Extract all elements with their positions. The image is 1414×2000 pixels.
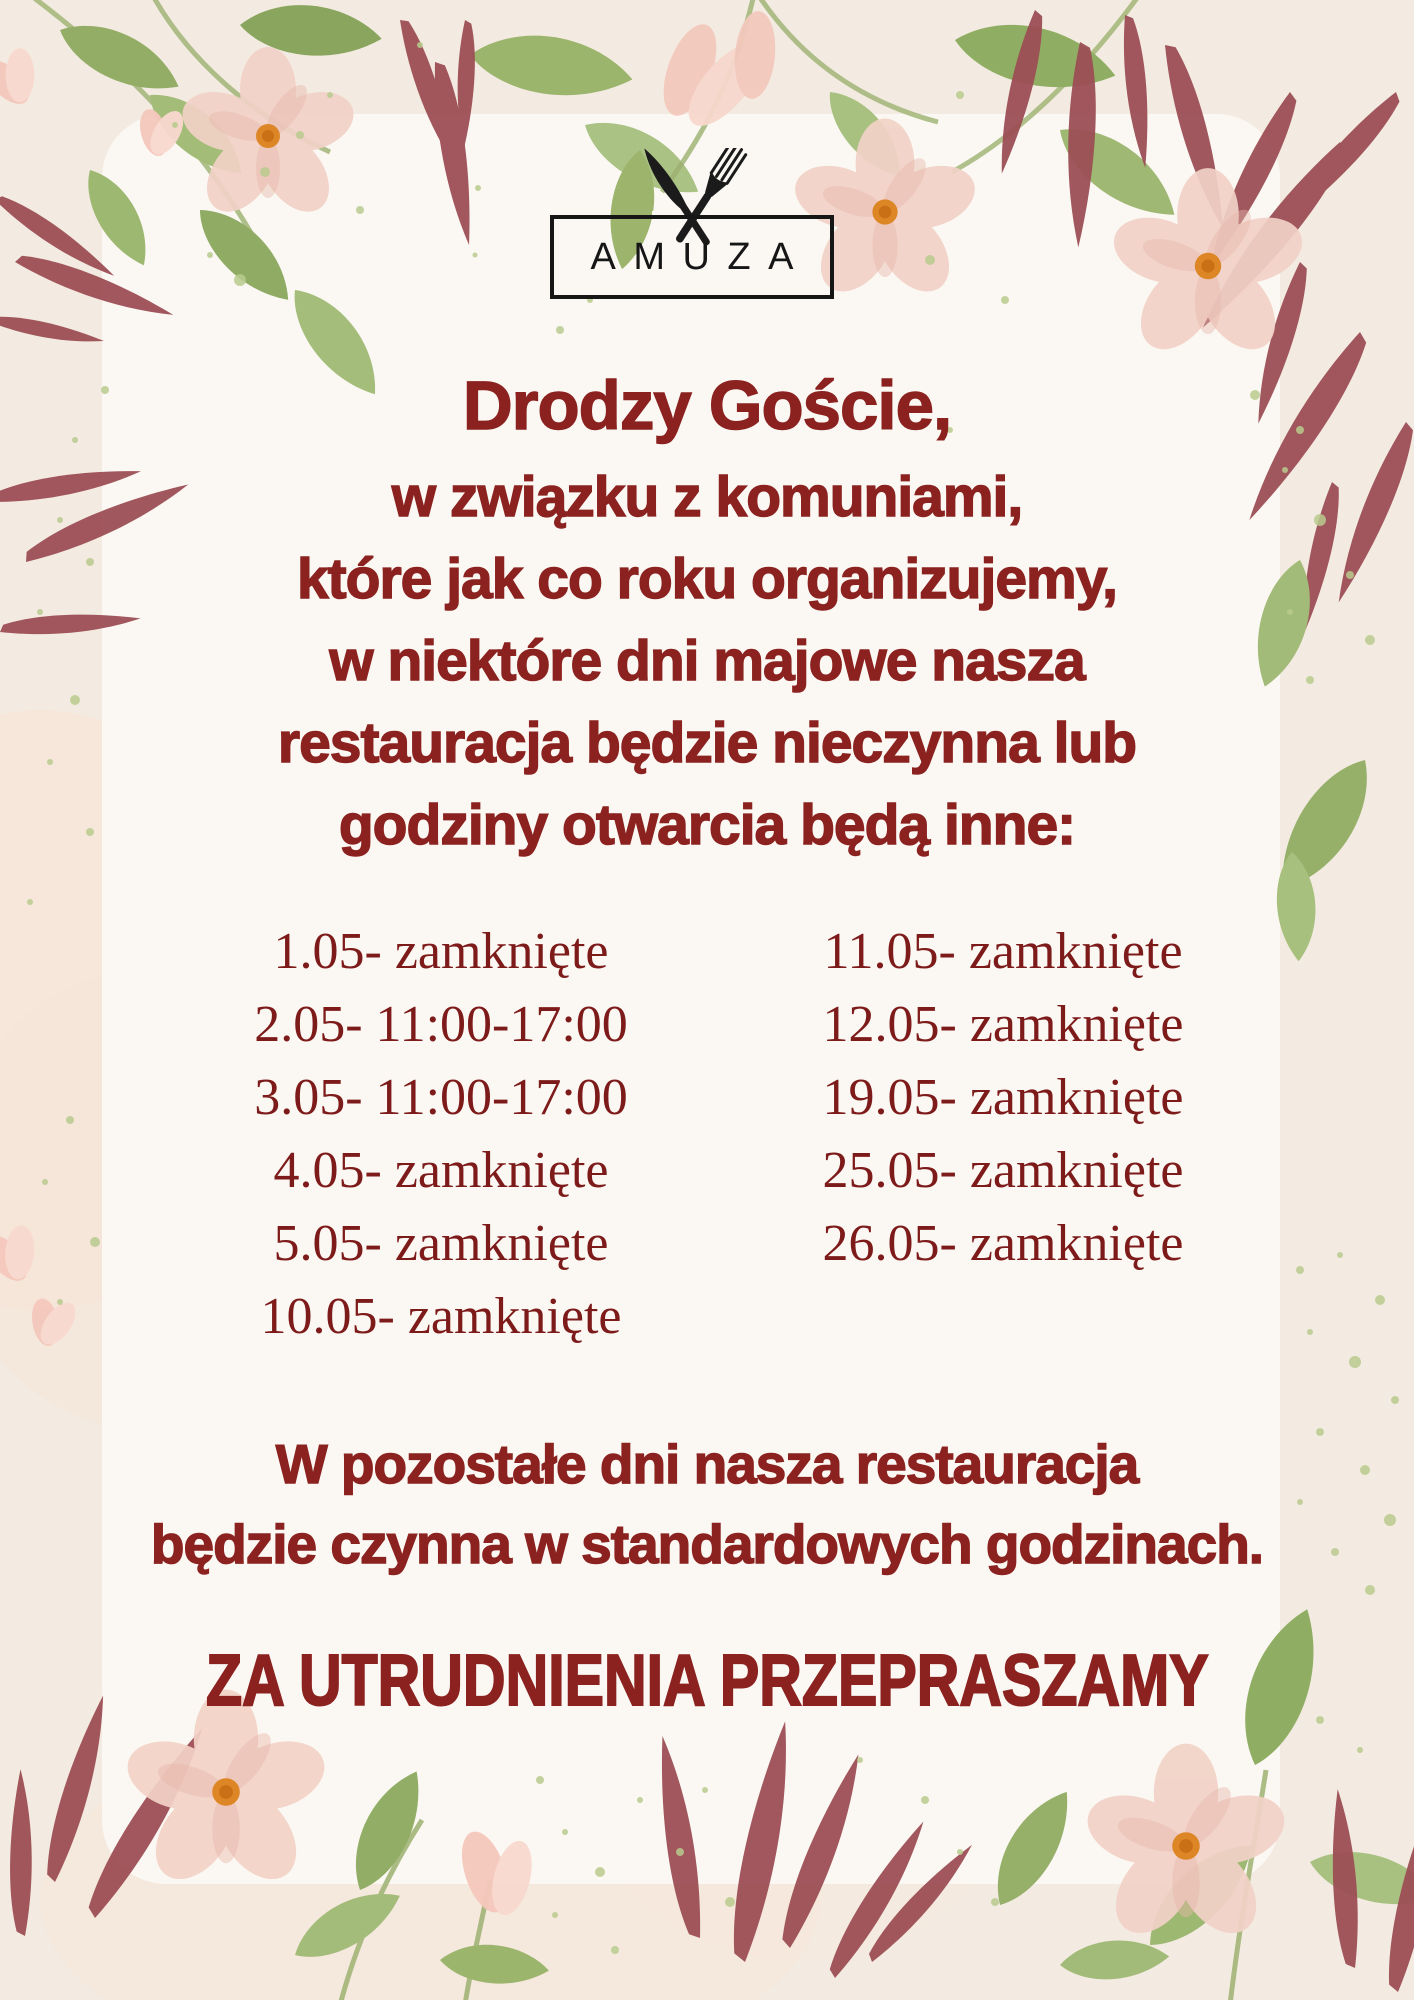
intro-line: godziny otwarcia będą inne: <box>338 793 1076 858</box>
closing-note <box>0 1424 1414 1584</box>
closing-line: W pozostałe dni nasza restauracja <box>275 1433 1139 1495</box>
schedule-right-column <box>768 915 1238 1353</box>
schedule-item: 4.05- zamknięte <box>273 1142 609 1199</box>
schedule-item: 3.05- 11:00-17:00 <box>254 1069 628 1126</box>
schedule-item: 11.05- zamknięte <box>823 923 1183 980</box>
intro-line: w związku z komuniami, <box>391 465 1023 530</box>
brand-name: AMUZA <box>590 236 811 278</box>
schedule-item: 5.05- zamknięte <box>273 1215 609 1272</box>
closing-line: będzie czynna w standardowych godzinach. <box>150 1513 1264 1575</box>
announcement-heading <box>0 364 1414 866</box>
schedule-item: 26.05- zamknięte <box>822 1215 1184 1272</box>
may-schedule <box>0 915 1414 1353</box>
apology-text: ZA UTRUDNIENIA PRZEPRASZAMY <box>205 1641 1209 1721</box>
intro-line: w niektóre dni majowe nasza <box>329 629 1085 694</box>
schedule-item: 12.05- zamknięte <box>822 996 1184 1053</box>
greeting-title: Drodzy Goście, <box>462 367 952 444</box>
schedule-item: 2.05- 11:00-17:00 <box>254 996 628 1053</box>
apology-banner <box>0 1640 1414 1722</box>
schedule-item: 19.05- zamknięte <box>822 1069 1184 1126</box>
intro-line: restauracja będzie nieczynna lub <box>277 711 1137 776</box>
schedule-item: 25.05- zamknięte <box>822 1142 1184 1199</box>
logo-box <box>550 215 834 299</box>
schedule-item: 10.05- zamknięte <box>260 1288 622 1345</box>
schedule-left-column <box>206 915 676 1353</box>
intro-line: które jak co roku organizujemy, <box>296 547 1118 612</box>
schedule-item: 1.05- zamknięte <box>273 923 609 980</box>
